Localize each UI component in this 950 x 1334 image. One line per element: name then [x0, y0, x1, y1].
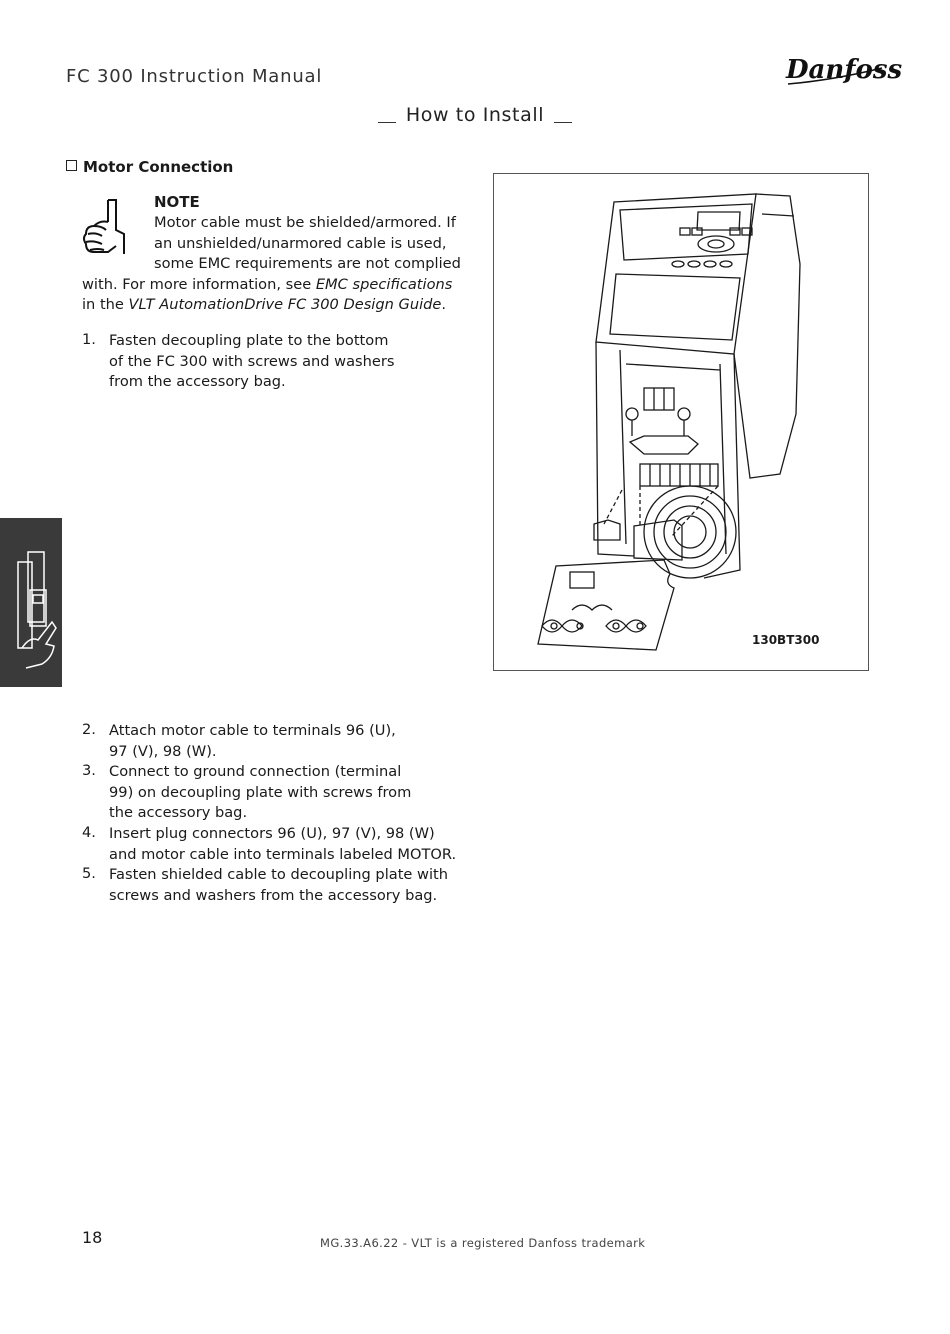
section-heading — [66, 158, 233, 176]
step-2-number: 2. — [82, 721, 96, 738]
step-1-number: 1. — [82, 331, 96, 348]
step-1-line-1: Fasten decoupling plate to the bottom — [109, 332, 389, 349]
note-line-2: an unshielded/unarmored cable is used, — [154, 234, 447, 252]
step-4-number: 4. — [82, 824, 96, 841]
note-line-1: Motor cable must be shielded/armored. If — [154, 214, 456, 231]
install-chapter-icon — [0, 518, 62, 687]
step-2-line-2: 97 (V), 98 (W). — [109, 742, 217, 760]
design-guide-reference: VLT AutomationDrive FC 300 Design Guide — [128, 296, 442, 314]
note-line-5-end: . — [441, 296, 447, 314]
danfoss-logo — [784, 50, 903, 88]
section-heading-text: Motor Connection — [83, 158, 234, 176]
note-line-4-text: with. For more information, see — [82, 275, 316, 293]
header-dash-right — [554, 122, 572, 123]
step-3-line-2: 99) on decoupling plate with screws from — [109, 783, 412, 801]
emc-specifications-reference: EMC specifications — [315, 275, 453, 293]
step-3-line-1: Connect to ground connection (terminal — [109, 763, 402, 781]
step-1-line-3: from the accessory bag. — [109, 373, 286, 391]
drive-installation-figure — [493, 173, 869, 671]
note-line-4 — [82, 275, 452, 296]
manual-title: FC 300 Instruction Manual — [66, 66, 323, 87]
step-3-number: 3. — [82, 762, 96, 780]
header-dash-left — [378, 122, 396, 123]
step-2-line-1: Attach motor cable to terminals 96 (U), — [109, 722, 396, 739]
section-header — [0, 104, 950, 126]
step-5-line-1: Fasten shielded cable to decoupling plate with — [109, 866, 448, 884]
step-4-line-2: and motor cable into terminals labeled MOTOR. — [109, 845, 457, 863]
section-title: How to Install — [405, 104, 545, 126]
step-3-line-3: the accessory bag. — [109, 804, 248, 822]
step-5-line-2: screws and washers from the accessory bag. — [109, 886, 438, 904]
fc300-decoupling-plate-illustration — [494, 174, 868, 670]
figure-code: 130BT300 — [752, 633, 820, 647]
brand-logo-text: Danfoss — [786, 55, 903, 85]
page-number: 18 — [82, 1228, 103, 1247]
footer-text: MG.33.A6.22 - VLT is a registered Danfoss trademark — [320, 1236, 646, 1250]
step-1-line-2: of the FC 300 with screws and washers — [109, 352, 395, 370]
checkbox-bullet-icon — [66, 160, 77, 171]
step-4-line-1: Insert plug connectors 96 (U), 97 (V), 98 (W) — [109, 825, 435, 842]
note-title: NOTE — [154, 193, 200, 211]
step-5-number: 5. — [82, 865, 96, 883]
note-line-3: some EMC requirements are not complied — [154, 255, 461, 273]
note-line-5 — [82, 295, 446, 316]
note-line-5-text: in the — [82, 296, 129, 314]
pointing-hand-icon — [80, 196, 128, 258]
chapter-side-tab — [0, 518, 62, 687]
